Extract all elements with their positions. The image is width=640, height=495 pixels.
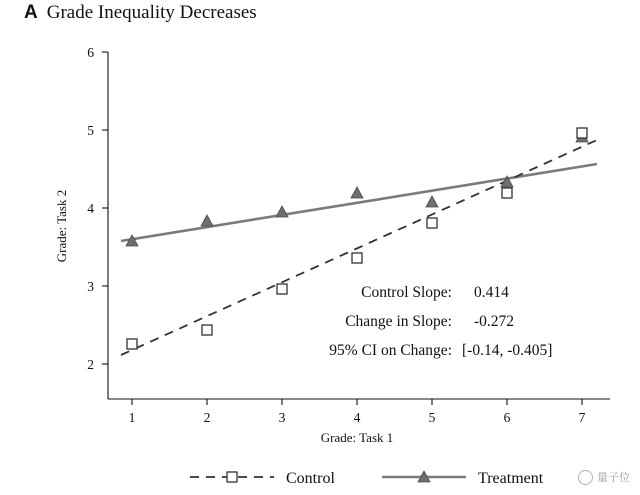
watermark-text: 量子位 [597, 472, 630, 484]
x-tick-label: 7 [578, 410, 586, 425]
legend-control-marker [227, 472, 237, 482]
x-tick-label: 4 [353, 410, 361, 425]
y-tick-label: 6 [87, 45, 94, 60]
annotation-label-ci-on-change: 95% CI on Change: [329, 342, 452, 359]
x-ticks [129, 399, 586, 425]
watermark-logo-icon [578, 470, 593, 485]
x-tick-label: 6 [503, 410, 511, 425]
legend-treatment-label: Treatment [478, 470, 544, 487]
chart-legend [190, 470, 544, 487]
treatment-fit-line [121, 164, 597, 241]
y-tick-label: 2 [87, 357, 94, 372]
y-tick-label: 4 [87, 201, 94, 216]
watermark [578, 469, 630, 485]
annotation-label-control-slope: Control Slope: [361, 284, 452, 301]
page-title: Grade Inequality Decreases [46, 2, 257, 23]
annotation-value-ci-on-change: [-0.14, -0.405] [462, 342, 553, 359]
panel-letter: A [24, 2, 38, 23]
annotation-label-change-in-slope: Change in Slope: [345, 313, 452, 330]
y-tick-label: 3 [87, 279, 94, 294]
annotation-value-change-in-slope: -0.272 [474, 313, 515, 330]
annotation-block [329, 284, 552, 359]
plot-area [52, 44, 608, 487]
y-ticks [87, 45, 108, 372]
annotation-value-control-slope: 0.414 [474, 284, 509, 301]
y-axis-label: Grade: Task 2 [54, 189, 69, 263]
x-axis-label: Grade: Task 1 [320, 430, 394, 445]
y-tick-label: 5 [87, 123, 94, 138]
x-tick-label: 3 [278, 410, 286, 425]
x-tick-label: 5 [428, 410, 436, 425]
panel-header [24, 2, 257, 24]
x-tick-label: 1 [128, 410, 136, 425]
x-tick-label: 2 [203, 410, 211, 425]
legend-control-label: Control [286, 470, 335, 487]
chart-svg [52, 44, 640, 495]
